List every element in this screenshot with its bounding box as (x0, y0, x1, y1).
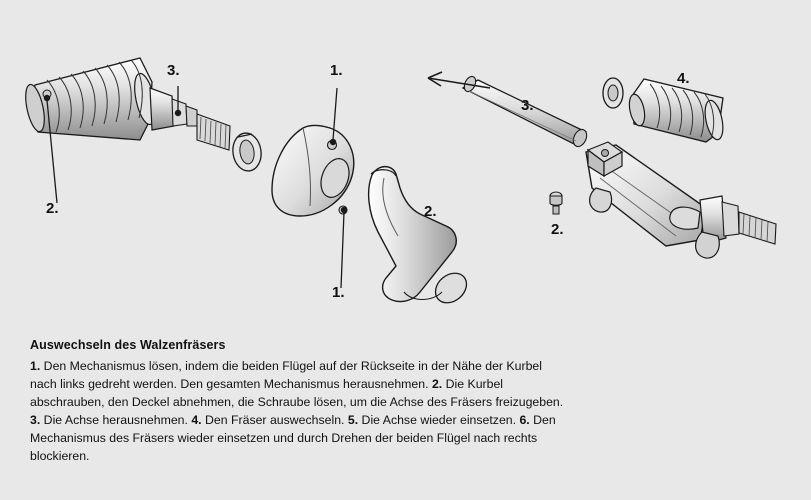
replacement-cutter-right (603, 78, 726, 142)
callout-1-cover-top: 1. (330, 62, 343, 79)
crank-handle (369, 167, 473, 309)
callout-3-cutter-left: 3. (167, 62, 180, 79)
callout-4-replacement-cutter: 4. (677, 70, 690, 87)
mechanism-frame-right (550, 142, 776, 258)
callout-1-cover-bottom: 1. (332, 284, 345, 301)
cover-cap-center (272, 125, 354, 216)
locking-screw (550, 192, 562, 214)
caption-title: Auswechseln des Walzenfräsers (30, 338, 226, 352)
helical-cutter-drum-left (22, 58, 159, 140)
callout-2-drum-left: 2. (46, 200, 59, 217)
left-shaft-hub (150, 88, 230, 150)
washer-ring-left (230, 131, 263, 173)
callout-2-crank: 2. (424, 203, 437, 220)
left-cutter-assembly (22, 58, 263, 173)
caption-block (30, 338, 565, 465)
caption-body: 1. Den Mechanismus lösen, indem die beiden Flügel auf der Rückseite in der Nähe der Kurbel nach links gedreht werden. Den gesamten Mechanismus herausnehmen. 2. Die Kurbel abschrauben, den Deckel abnehmen, die Schraube lösen, um die Achse des Fräsers freizugeben. 3. Die Achse herausnehmen. 4. Den Fräser auswechseln. 5. Die Achse wieder einsetzen. 6. Den Mechanismus des Fräsers wieder einsetzen und durch Drehen der beiden Flügel nach rechts blockieren. (30, 359, 564, 464)
callout-3-axle: 3. (521, 97, 534, 114)
callout-2-screw: 2. (551, 221, 564, 238)
